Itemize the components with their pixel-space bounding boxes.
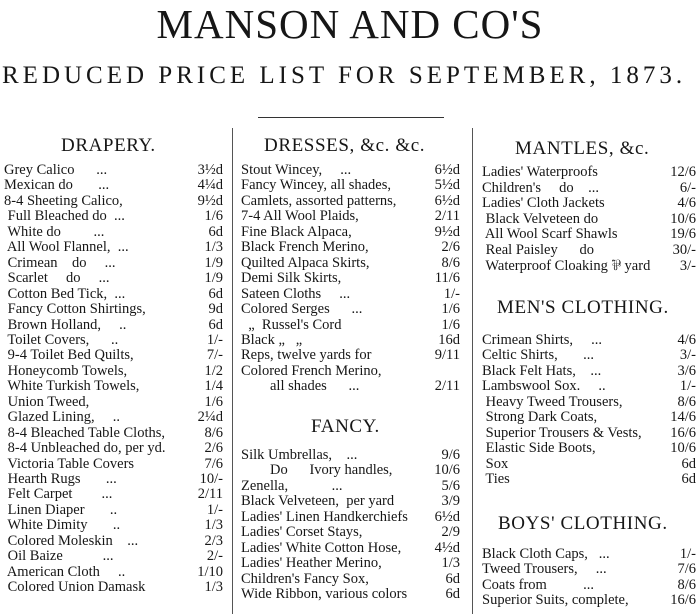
item-price: 1/6 xyxy=(204,208,223,225)
item-price: 9/11 xyxy=(434,347,460,364)
item-name: Grey Calico ... xyxy=(4,162,108,178)
item-price: 5½d xyxy=(434,177,460,194)
price-list-item xyxy=(482,242,696,259)
item-price: 10/- xyxy=(199,471,223,487)
item-price: 10/6 xyxy=(670,440,696,457)
item-name: Demi Silk Skirts, xyxy=(241,270,342,287)
item-name: Children's do ... xyxy=(482,179,599,196)
price-list-item xyxy=(4,224,223,241)
price-list-item xyxy=(241,462,460,479)
item-price: 2/11 xyxy=(197,486,223,503)
item-price: 2/9 xyxy=(441,524,460,541)
item-price: 1/4 xyxy=(204,378,223,395)
section-heading-boys: BOYS' CLOTHING. xyxy=(498,513,668,534)
page-title: MANSON AND CO'S xyxy=(156,1,544,47)
price-list-item xyxy=(482,195,696,212)
price-list-item xyxy=(4,564,223,581)
item-price: 7/6 xyxy=(677,561,696,578)
item-name: White Dimity .. xyxy=(4,517,121,534)
price-list-item xyxy=(4,347,223,364)
item-price: 2/11 xyxy=(434,378,460,395)
item-name: Silk Umbrellas, ... xyxy=(241,447,358,463)
item-price: 4/6 xyxy=(677,332,696,348)
item-name: Scarlet do ... xyxy=(4,270,110,287)
price-list-item xyxy=(482,546,696,563)
item-name: Ladies' Corset Stays, xyxy=(241,524,363,541)
price-list-item xyxy=(482,363,696,380)
price-list-item xyxy=(241,363,460,380)
item-name: Black French Merino, xyxy=(241,239,369,256)
price-list-item xyxy=(482,347,696,364)
item-name: Tweed Trousers, ... xyxy=(482,561,607,578)
price-list-item xyxy=(241,555,460,572)
item-price: 1/2 xyxy=(204,362,223,379)
item-name: Real Paisley do xyxy=(482,242,594,258)
column-divider xyxy=(472,128,473,614)
item-price: 8/6 xyxy=(441,254,460,271)
item-name: Celtic Shirts, ... xyxy=(482,347,594,364)
price-list-item xyxy=(241,586,460,603)
item-price: 9d xyxy=(208,301,223,318)
item-name: Strong Dark Coats, xyxy=(482,409,598,426)
item-price: 14/6 xyxy=(670,409,696,426)
item-name: 8-4 Unbleached do, per yd. xyxy=(4,440,166,457)
price-list-item xyxy=(241,347,460,364)
item-name: Lambswool Sox. .. xyxy=(482,378,606,395)
item-name: Sateen Cloths ... xyxy=(241,285,351,302)
item-price: 2/3 xyxy=(204,532,223,549)
item-price: 6d xyxy=(681,471,696,488)
price-list-item xyxy=(482,378,696,395)
column-divider xyxy=(232,128,233,614)
item-name: „ Russel's Cord xyxy=(241,316,342,333)
item-price: 1/6 xyxy=(441,301,460,318)
item-price: 1/- xyxy=(206,501,223,518)
item-price: 1/- xyxy=(679,546,696,562)
item-price: 1/3 xyxy=(204,517,223,534)
item-name: Fancy Wincey, all shades, xyxy=(241,177,392,194)
price-list-item xyxy=(241,208,460,225)
item-name: Superior Trousers & Vests, xyxy=(482,424,642,441)
item-name: Zenella, ... xyxy=(241,477,343,494)
item-name: Honeycomb Towels, xyxy=(4,362,128,379)
section-heading-fancy: FANCY. xyxy=(311,416,380,437)
item-name: Ties xyxy=(482,471,510,488)
item-name: Full Bleached do ... xyxy=(4,208,125,225)
item-name: Camlets, assorted patterns, xyxy=(241,192,397,209)
item-name: Stout Wincey, ... xyxy=(241,162,352,178)
price-list-item xyxy=(4,456,223,473)
item-name: Toilet Covers, .. xyxy=(4,331,119,348)
item-name: Black „ „ xyxy=(241,331,303,348)
item-price: 30/- xyxy=(672,242,696,258)
price-list-item xyxy=(4,409,223,426)
price-list-item xyxy=(241,493,460,510)
item-price: 7/6 xyxy=(204,455,223,472)
item-name: Ladies' Linen Handkerchiefs xyxy=(241,508,408,525)
item-price: 3/9 xyxy=(441,493,460,510)
item-name: Reps, twelve yards for xyxy=(241,347,372,364)
price-list-item xyxy=(241,239,460,256)
item-price: 8/6 xyxy=(677,576,696,593)
item-name: Black Velveteen, per yard xyxy=(241,493,395,510)
item-price: 16/6 xyxy=(670,424,696,441)
price-list-item xyxy=(482,258,696,275)
item-name: Fancy Cotton Shirtings, xyxy=(4,301,146,318)
item-price: 6d xyxy=(445,570,460,587)
price-list-item xyxy=(4,208,223,225)
item-name: White Turkish Towels, xyxy=(4,378,140,395)
item-price: 2/- xyxy=(206,548,223,565)
item-name: All Wool Scarf Shawls xyxy=(482,226,618,243)
item-price: 6d xyxy=(681,455,696,472)
price-list-item xyxy=(482,332,696,349)
price-list-item xyxy=(4,162,223,179)
section-heading-drapery: DRAPERY. xyxy=(61,135,156,156)
item-price: 1/10 xyxy=(197,563,223,580)
price-list-item xyxy=(241,447,460,464)
item-name: Colored Moleskin ... xyxy=(4,532,139,549)
item-name: Crimean Shirts, ... xyxy=(482,332,603,348)
item-price: 6d xyxy=(445,586,460,603)
item-price: 3/- xyxy=(679,347,696,364)
item-price: 9½d xyxy=(197,192,223,209)
item-price: 9/6 xyxy=(441,447,460,463)
price-list-item xyxy=(4,440,223,457)
item-name: Black Cloth Caps, ... xyxy=(482,546,610,562)
item-price: 16/6 xyxy=(670,592,696,609)
price-list-item xyxy=(4,332,223,349)
item-name: Victoria Table Covers xyxy=(4,455,135,472)
item-name: Wide Ribbon, various colors xyxy=(241,586,408,603)
item-price: 1/6 xyxy=(441,316,460,333)
item-name: Superior Suits, complete, xyxy=(482,592,629,609)
item-name: Elastic Side Boots, xyxy=(482,440,596,457)
price-list-item xyxy=(4,579,223,596)
price-list-item xyxy=(482,561,696,578)
price-list-item xyxy=(4,471,223,488)
price-list-item xyxy=(241,193,460,210)
item-name: Waterproof Cloaking ⅌ yard xyxy=(482,257,651,274)
item-price: 1/- xyxy=(206,331,223,348)
item-price: 12/6 xyxy=(670,164,696,180)
price-list-item xyxy=(241,270,460,287)
price-list-item xyxy=(4,193,223,210)
item-price: 8/6 xyxy=(204,424,223,441)
price-list-item xyxy=(482,226,696,243)
item-name: Colored Serges ... xyxy=(241,301,363,318)
price-list-item xyxy=(4,548,223,565)
price-list-item xyxy=(4,378,223,395)
item-price: 6½d xyxy=(434,192,460,209)
price-list-item xyxy=(241,286,460,303)
price-list-item xyxy=(482,425,696,442)
item-price: 3½d xyxy=(197,162,223,178)
item-name: Coats from ... xyxy=(482,576,594,593)
price-list-item xyxy=(4,517,223,534)
section-heading-dresses: DRESSES, &c. &c. xyxy=(264,135,426,156)
item-price: 2¼d xyxy=(197,409,223,426)
item-name: Union Tweed, xyxy=(4,393,90,410)
item-price: 11/6 xyxy=(434,270,460,287)
price-list-item xyxy=(482,409,696,426)
price-list-item xyxy=(241,177,460,194)
item-name: Felt Carpet ... xyxy=(4,486,113,503)
price-list-item xyxy=(482,440,696,457)
item-name: All Wool Flannel, ... xyxy=(4,239,129,256)
item-price: 10/6 xyxy=(670,210,696,227)
price-list-item xyxy=(482,592,696,609)
item-name: Do Ivory handles, xyxy=(241,462,393,479)
item-name: Ladies' White Cotton Hose, xyxy=(241,539,402,556)
item-price: 6/- xyxy=(679,179,696,196)
price-list-item xyxy=(482,211,696,228)
price-list-item xyxy=(241,540,460,557)
item-name: Colored Union Damask xyxy=(4,579,146,596)
item-price: 6d xyxy=(208,316,223,333)
item-price: 8/6 xyxy=(677,393,696,410)
price-list-item xyxy=(482,394,696,411)
item-price: 10/6 xyxy=(434,462,460,479)
item-price: 4¼d xyxy=(197,177,223,194)
title-divider xyxy=(258,117,444,118)
item-price: 1/9 xyxy=(204,254,223,271)
price-list-item xyxy=(482,471,696,488)
price-list-item xyxy=(241,378,460,395)
price-list-item xyxy=(241,301,460,318)
item-price: 19/6 xyxy=(670,226,696,243)
item-name: Black Velveteen do xyxy=(482,210,599,227)
item-name: Quilted Alpaca Skirts, xyxy=(241,254,370,271)
item-price: 9½d xyxy=(434,223,460,240)
price-list-item xyxy=(4,394,223,411)
price-list-item xyxy=(241,478,460,495)
item-price: 5/6 xyxy=(441,477,460,494)
item-name: 8-4 Sheeting Calico, xyxy=(4,192,123,209)
item-price: 1/9 xyxy=(204,270,223,287)
price-list-item xyxy=(482,180,696,197)
price-list-item xyxy=(4,286,223,303)
price-list-item xyxy=(4,270,223,287)
price-list-item xyxy=(4,239,223,256)
price-list-item xyxy=(241,317,460,334)
price-list-item xyxy=(4,301,223,318)
price-list-item xyxy=(241,224,460,241)
item-name: Mexican do ... xyxy=(4,177,110,194)
section-heading-mens: MEN'S CLOTHING. xyxy=(497,297,669,318)
item-name: American Cloth .. xyxy=(4,563,126,580)
price-list-item xyxy=(4,502,223,519)
item-name: Ladies' Heather Merino, xyxy=(241,555,382,572)
item-name: Glazed Lining, .. xyxy=(4,409,120,426)
item-price: 1/3 xyxy=(204,239,223,256)
item-price: 3/6 xyxy=(677,362,696,379)
item-name: 7-4 All Wool Plaids, xyxy=(241,208,359,225)
item-price: 1/3 xyxy=(204,579,223,596)
item-name: White do ... xyxy=(4,223,105,240)
item-name: 9-4 Toilet Bed Quilts, xyxy=(4,347,134,364)
price-list-item xyxy=(482,164,696,181)
item-name: Oil Baize ... xyxy=(4,548,114,565)
item-name: Linen Diaper .. xyxy=(4,501,118,518)
item-price: 2/6 xyxy=(204,440,223,457)
item-price: 6d xyxy=(208,285,223,302)
item-name: Crimean do ... xyxy=(4,254,116,271)
page-subtitle: REDUCED PRICE LIST FOR SEPTEMBER, 1873. xyxy=(2,62,687,89)
item-price: 6½d xyxy=(434,508,460,525)
price-list-item xyxy=(241,332,460,349)
price-list-item xyxy=(241,509,460,526)
item-price: 2/6 xyxy=(441,239,460,256)
item-name: Sox xyxy=(482,455,509,472)
item-name: Hearth Rugs ... xyxy=(4,471,117,487)
item-name: 8-4 Bleached Table Cloths, xyxy=(4,424,166,441)
item-name: Heavy Tweed Trousers, xyxy=(482,393,623,410)
item-price: 1/- xyxy=(443,285,460,302)
item-name: all shades ... xyxy=(241,378,360,395)
item-price: 1/6 xyxy=(204,393,223,410)
price-list-item xyxy=(482,456,696,473)
price-list-item xyxy=(4,425,223,442)
item-name: Colored French Merino, xyxy=(241,362,382,379)
item-price: 16d xyxy=(438,331,460,348)
item-name: Brown Holland, .. xyxy=(4,316,127,333)
item-price: 4/6 xyxy=(677,195,696,212)
price-list-item xyxy=(482,577,696,594)
item-name: Ladies' Waterproofs xyxy=(482,164,598,180)
price-list-item xyxy=(4,255,223,272)
price-list-item xyxy=(4,363,223,380)
item-price: 3/- xyxy=(679,257,696,274)
item-name: Fine Black Alpaca, xyxy=(241,223,352,240)
price-list-item xyxy=(241,255,460,272)
item-price: 4½d xyxy=(434,539,460,556)
item-name: Cotton Bed Tick, ... xyxy=(4,285,126,302)
item-name: Black Felt Hats, ... xyxy=(482,362,602,379)
section-heading-mantles: MANTLES, &c. xyxy=(515,138,650,159)
price-list-item xyxy=(241,571,460,588)
price-list-item xyxy=(4,486,223,503)
price-list-item xyxy=(4,317,223,334)
item-price: 1/- xyxy=(679,378,696,395)
item-price: 6d xyxy=(208,223,223,240)
item-price: 6½d xyxy=(434,162,460,178)
item-name: Ladies' Cloth Jackets xyxy=(482,195,605,212)
price-list-item xyxy=(4,533,223,550)
price-list-item xyxy=(241,162,460,179)
price-list-item xyxy=(4,177,223,194)
item-name: Children's Fancy Sox, xyxy=(241,570,369,587)
item-price: 7/- xyxy=(206,347,223,364)
price-list-item xyxy=(241,524,460,541)
item-price: 2/11 xyxy=(434,208,460,225)
item-price: 1/3 xyxy=(441,555,460,572)
